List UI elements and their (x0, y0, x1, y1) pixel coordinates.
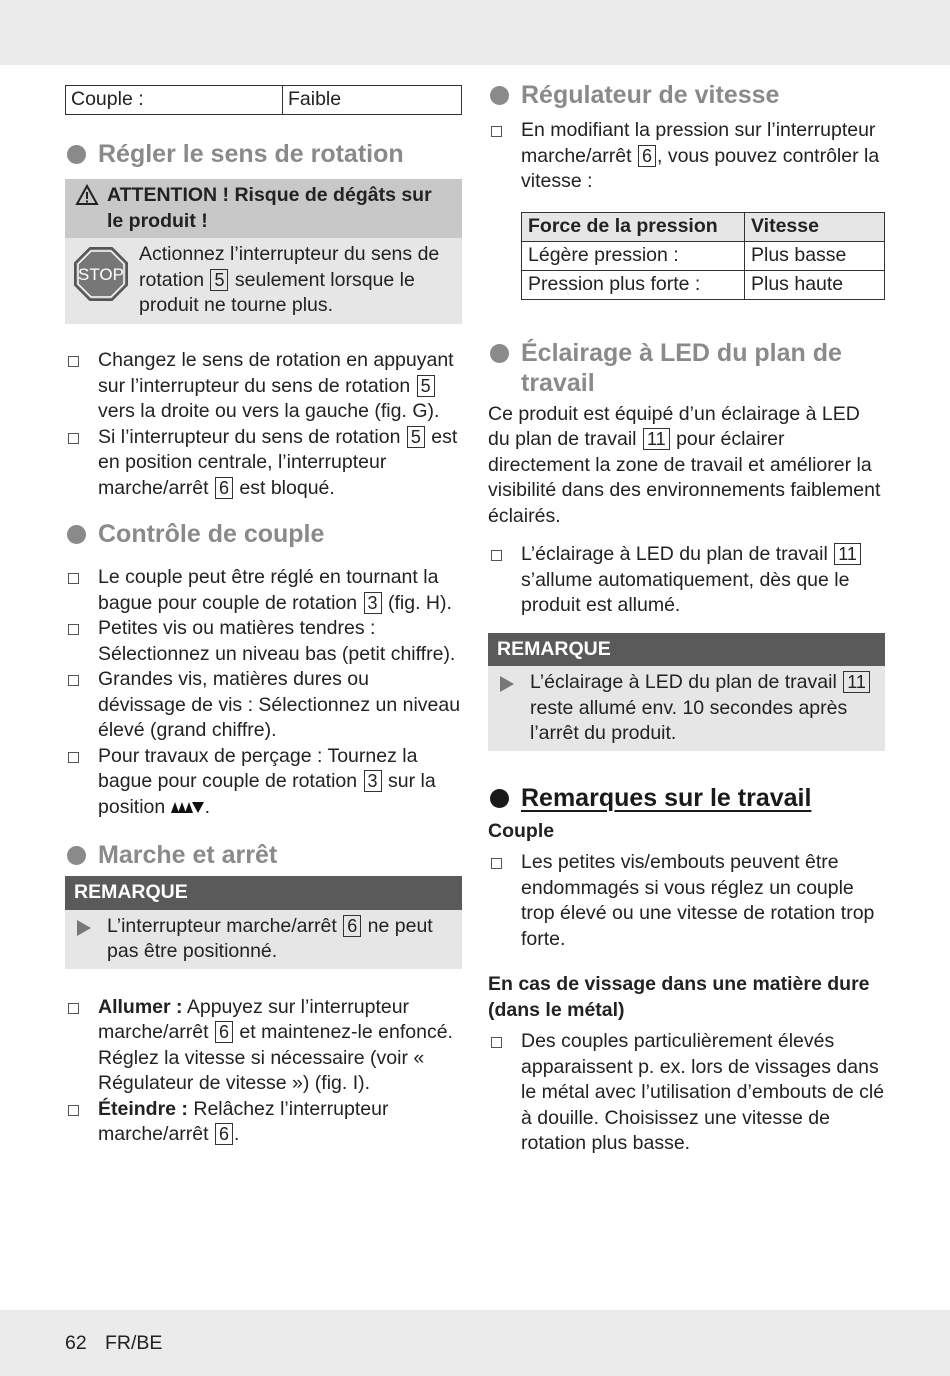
spec-value: Faible (283, 86, 462, 115)
table-cell: Plus haute (745, 270, 885, 299)
part-number-badge: 6 (215, 1021, 233, 1043)
note-box (65, 876, 462, 969)
checkbox-bullet-icon (491, 550, 502, 561)
note-box (488, 633, 885, 751)
part-number-badge: 6 (215, 477, 233, 499)
section-heading-torque: Contrôle de couple (65, 519, 462, 549)
table-cell: Légère pression : (522, 241, 745, 270)
checkbox-bullet-icon (491, 126, 502, 137)
bullet-dot-icon (490, 86, 509, 105)
bullet-dot-icon (490, 789, 509, 808)
list-item: Éteindre : Relâchez l’interrupteur marche/arrêt 6 . (65, 1097, 462, 1148)
checkbox-bullet-icon (68, 675, 79, 686)
part-number-badge: 11 (843, 671, 870, 693)
checkbox-bullet-icon (68, 433, 79, 444)
part-number-badge: 3 (364, 592, 382, 614)
bullet-dot-icon (67, 525, 86, 544)
checkbox-bullet-icon (68, 1003, 79, 1014)
table-row (522, 270, 885, 299)
note-body: L’éclairage à LED du plan de travail 11 reste allumé env. 10 secondes après l’arrêt du produit. (488, 666, 885, 751)
table-row (66, 86, 462, 115)
checkbox-bullet-icon (68, 752, 79, 763)
checkbox-bullet-icon (68, 1105, 79, 1116)
section-heading-rotation: Régler le sens de rotation (65, 139, 462, 169)
bullet-dot-icon (67, 846, 86, 865)
checkbox-bullet-icon (491, 1037, 502, 1048)
warning-box (65, 179, 462, 324)
list-item: En modifiant la pression sur l’interrupteur marche/arrêt 6 , vous pouvez contrôler la vitesse : (488, 118, 885, 195)
checkbox-bullet-icon (68, 624, 79, 635)
table-header-row (522, 212, 885, 241)
table-header: Vitesse (745, 212, 885, 241)
warning-triangle-icon (75, 184, 99, 206)
part-number-badge: 3 (364, 770, 382, 792)
part-number-badge: 11 (834, 543, 861, 565)
language-code: FR/BE (105, 1332, 163, 1354)
part-number-badge: 6 (638, 145, 656, 167)
right-column (488, 80, 885, 1157)
left-column (65, 85, 462, 1148)
part-number-badge: 6 (215, 1123, 233, 1145)
list-item: Si l’interrupteur du sens de rotation 5 est en position centrale, l’interrupteur marche/arrêt 6 est bloqué. (65, 425, 462, 502)
list-item: Allumer : Appuyez sur l’interrupteur marche/arrêt 6 et maintenez-le enfoncé. Réglez la vitesse si nécessaire (voir « Régulateur de vitesse ») (fig. I). (65, 995, 462, 1097)
rotation-list (65, 348, 462, 501)
subheading-torque: Couple (488, 819, 555, 842)
drill-symbol-icon (171, 800, 205, 814)
spec-label: Couple : (66, 86, 283, 115)
list-item: Pour travaux de perçage : Tournez la bague pour couple de rotation 3 sur la position . (65, 744, 462, 821)
list-item: Les petites vis/embouts peuvent être endommagés si vous réglez un couple trop élevé ou une vitesse de rotation trop forte. (488, 850, 885, 952)
bullet-dot-icon (490, 344, 509, 363)
list-item: L’éclairage à LED du plan de travail 11 s’allume automatiquement, dès que le produit est allumé. (488, 542, 885, 619)
list-item: Grandes vis, matières dures ou dévissage de vis : Sélectionnez un niveau élevé (grand chiffre). (65, 667, 462, 744)
part-number-badge: 5 (417, 375, 435, 397)
part-number-badge: 6 (343, 915, 361, 937)
top-band (0, 0, 950, 65)
section-heading-led: Éclairage à LED du plan de travail (488, 338, 885, 398)
torque-list (65, 565, 462, 820)
list-item: Petites vis ou matières tendres : Sélectionnez un niveau bas (petit chiffre). (65, 616, 462, 667)
speed-table (521, 212, 885, 300)
table-row (522, 241, 885, 270)
onoff-list (65, 995, 462, 1148)
list-item: Le couple peut être réglé en tournant la bague pour couple de rotation 3 (fig. H). (65, 565, 462, 616)
arrow-right-icon (500, 676, 514, 692)
part-number-badge: 5 (210, 269, 228, 291)
subheading-hard-material: En cas de vissage dans une matière dure (dans le métal) (488, 973, 870, 1021)
page-number: 62 (65, 1332, 87, 1354)
warning-body: STOP Actionnez l’interrupteur du sens de rotation 5 seulement lorsque le produit ne tourne plus. (65, 238, 462, 324)
note-body: L’interrupteur marche/arrêt 6 ne peut pas être positionné. (65, 910, 462, 969)
svg-text:STOP: STOP (78, 265, 124, 284)
part-number-badge: 5 (407, 426, 425, 448)
section-heading-onoff: Marche et arrêt (65, 840, 462, 870)
list-item: Des couples particulièrement élevés apparaissent p. ex. lors de vissages dans le métal avec l’utilisation d’embouts de clé à douille. Choisissez une vitesse de rotation plus basse. (488, 1029, 885, 1157)
torque-spec-table (65, 85, 462, 115)
checkbox-bullet-icon (68, 573, 79, 584)
warning-header (65, 179, 462, 238)
checkbox-bullet-icon (491, 858, 502, 869)
note-header: REMARQUE (488, 633, 885, 667)
section-heading-speed: Régulateur de vitesse (488, 80, 885, 110)
note-header: REMARQUE (65, 876, 462, 910)
part-number-badge: 11 (643, 428, 670, 450)
table-cell: Plus basse (745, 241, 885, 270)
page-footer (0, 1310, 950, 1376)
section-heading-work: Remarques sur le travail (488, 783, 885, 813)
checkbox-bullet-icon (68, 356, 79, 367)
bullet-dot-icon (67, 145, 86, 164)
arrow-right-icon (77, 920, 91, 936)
table-cell: Pression plus forte : (522, 270, 745, 299)
list-item: Changez le sens de rotation en appuyant sur l’interrupteur du sens de rotation 5 vers la droite ou vers la gauche (fig. G). (65, 348, 462, 425)
table-header: Force de la pression (522, 212, 745, 241)
led-paragraph: Ce produit est équipé d’un éclairage à LED du plan de travail 11 pour éclairer directement la zone de travail et améliorer la visibilité dans des environnements faiblement éclairés. (488, 402, 881, 527)
warning-title: ATTENTION ! Risque de dégâts sur le produit ! (107, 184, 432, 232)
stop-sign-icon (73, 246, 129, 302)
